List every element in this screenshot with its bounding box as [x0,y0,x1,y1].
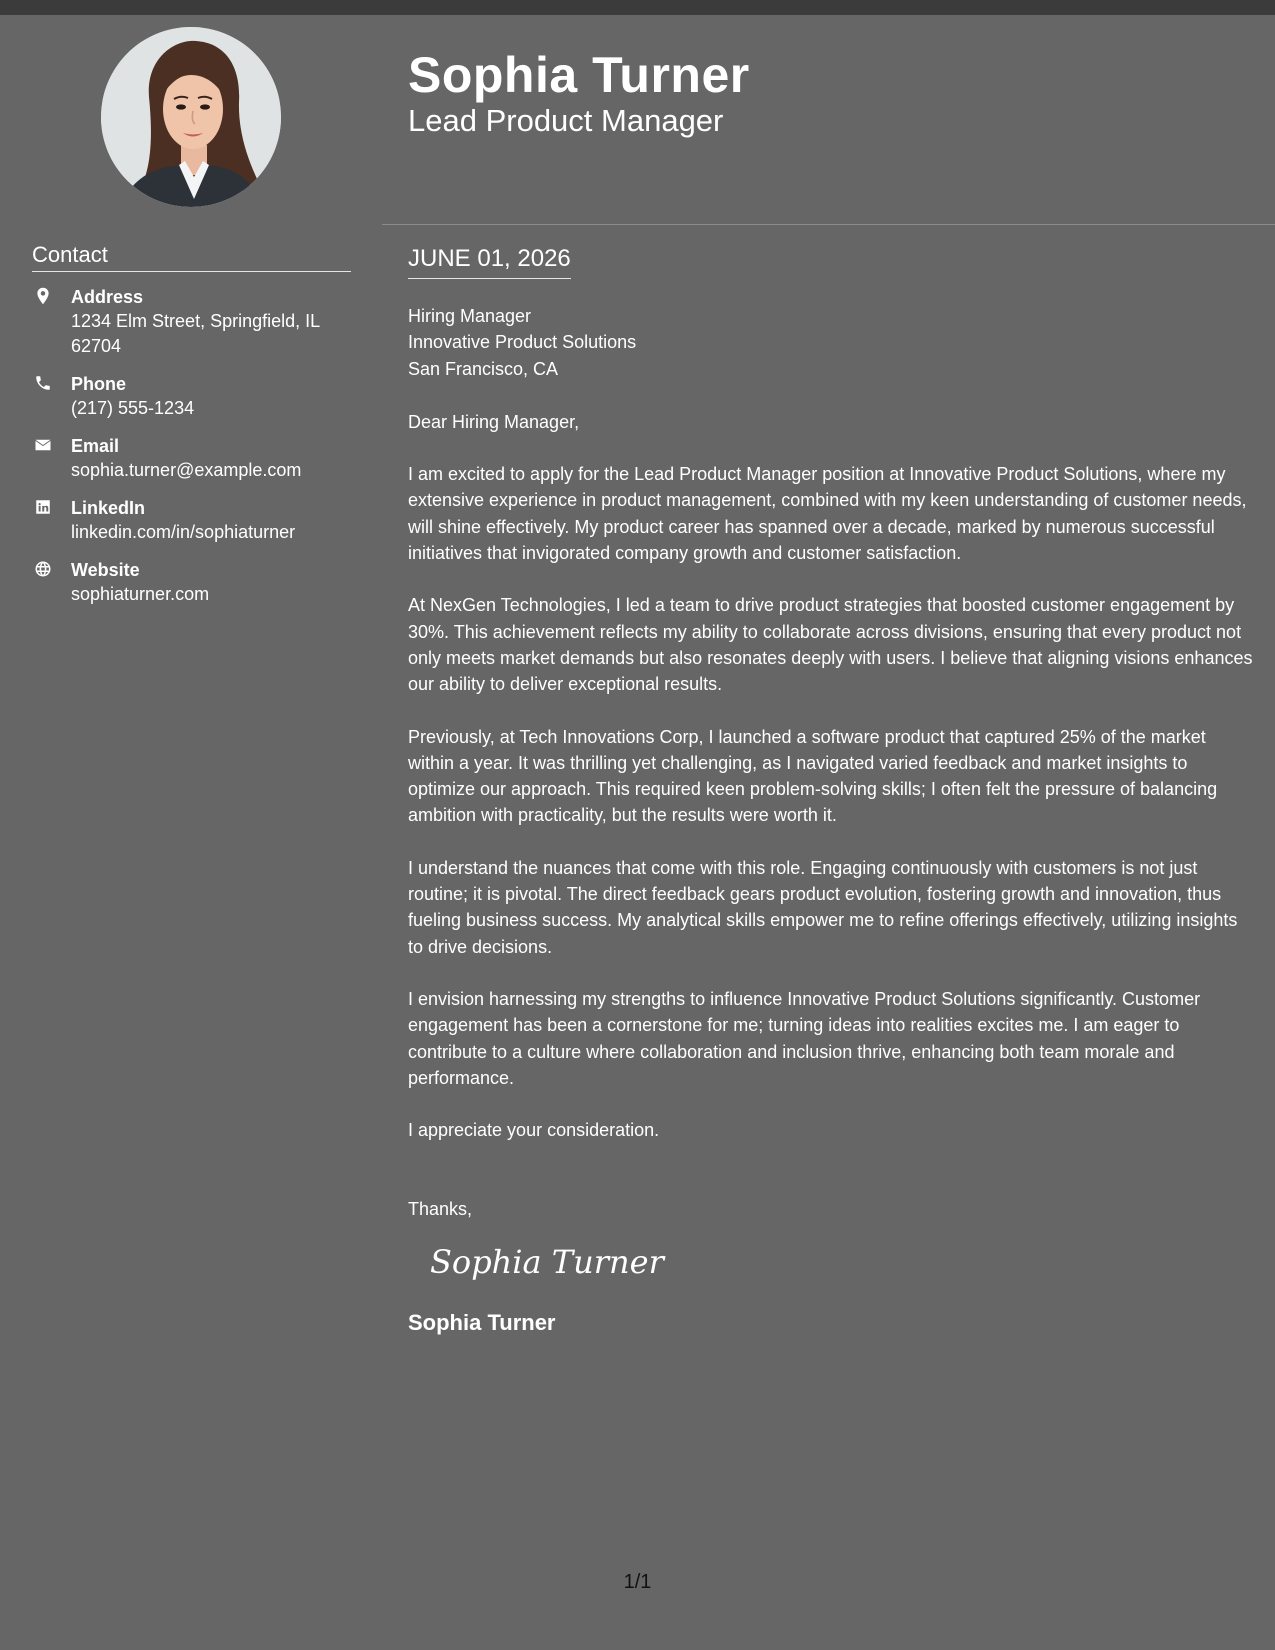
signoff: Thanks, [408,1199,473,1220]
contact-list [32,285,352,620]
contact-label: LinkedIn [71,498,146,518]
page-number: 1/1 [623,1571,652,1593]
contact-label: Phone [71,374,127,394]
globe-icon [34,560,52,578]
envelope-icon [34,436,52,454]
contact-item-email [32,434,352,483]
handwritten-signature [426,1231,666,1291]
signed-name: Sophia Turner [408,1309,556,1335]
recipient-company: Innovative Product Solutions [408,332,637,353]
paragraph-3: Previously, at Tech Innovations Corp, I launched a software product that captured 25% of the market within a year. It was thrilling yet challenging, as I navigated varied feedback and market insights to optimize our approach. This required keen problem-solving skills; I often felt the pressure of balancing ambition with practicality, but the results were worth it. [408,726,1218,826]
letter-date: JUNE 01, 2026 [408,244,571,279]
paragraph-1: I am excited to apply for the Lead Product Manager position at Innovative Product Solutions, where my extensive experience in product management, combined with my keen understanding of customer needs, will shine effectively. My product career has spanned over a decade, marked by numerous successful initiatives that invigorated company growth and customer satisfaction. [408,464,1247,564]
contact-item-address [32,285,352,359]
phone-value: (217) 555-1234 [71,398,195,418]
contact-heading: Contact [32,241,351,272]
paragraph-2: At NexGen Technologies, I led a team to drive product strategies that boosted customer engagement by 30%. This achievement reflects my ability to collaborate across divisions, ensuring that every product not only meets market demands but also resonates deeply with users. I believe that aligning visions enhances our ability to deliver exceptional results. [408,595,1253,695]
linkedin-icon [34,498,52,516]
applicant-title: Lead Product Manager [408,103,724,138]
salutation: Dear Hiring Manager, [408,411,580,432]
phone-icon [34,374,52,392]
signature-lettering: Sophia Turner [430,1242,664,1281]
top-bar [0,0,1275,15]
recipient-location: San Francisco, CA [408,358,559,379]
portrait-image [101,27,281,207]
linkedin-value[interactable]: linkedin.com/in/sophiaturner [71,522,296,542]
signature-image [426,1231,666,1291]
location-pin-icon [34,287,52,305]
paragraph-5: I envision harnessing my strengths to influence Innovative Product Solutions significantly. Customer engagement has been a cornerstone for me; turning ideas into realities excites me. I am eager to contribute to a culture where collaboration and inclusion thrive, enhancing both team morale and performance. [408,988,1201,1088]
contact-label: Address [71,287,144,307]
website-value[interactable]: sophiaturner.com [71,584,210,604]
profile-photo [101,27,281,207]
contact-item-linkedin [32,496,352,545]
contact-label: Website [71,560,140,580]
contact-item-website [32,558,352,607]
recipient-name: Hiring Manager [408,306,532,326]
contact-item-phone [32,372,352,421]
header-divider [382,224,1275,225]
cover-letter-page [0,15,1275,1650]
applicant-name: Sophia Turner [408,47,750,103]
recipient-block [408,303,1253,382]
paragraph-4: I understand the nuances that come with this role. Engaging continuously with customers is not just routine; it is pivotal. The direct feedback gears product evolution, fostering growth and innovation, thus fueling business success. My analytical skills empower me to refine offerings effectively, utilizing insights to drive decisions. [408,857,1238,957]
letter-body [408,303,1253,1337]
contact-label: Email [71,436,120,456]
email-value[interactable]: sophia.turner@example.com [71,460,302,480]
address-value: 1234 Elm Street, Springfield, IL 62704 [71,311,320,356]
closing-line: I appreciate your consideration. [408,1120,660,1141]
